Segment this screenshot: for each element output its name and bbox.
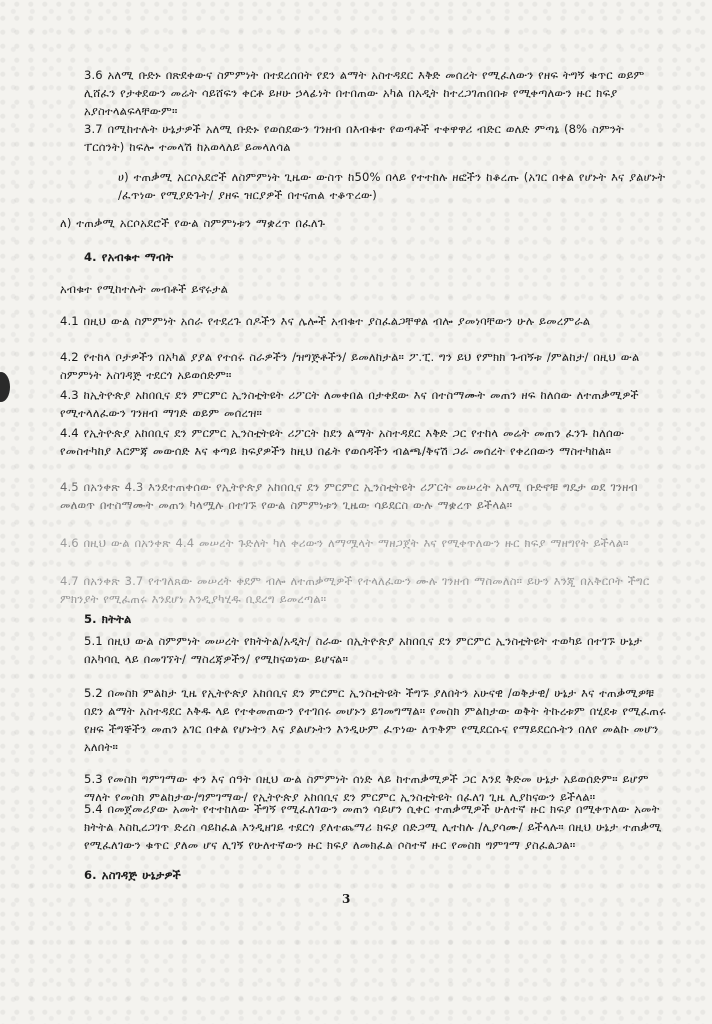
paragraph-5-3: 5.3 የመስክ ግምገማው ቀን እና ሰዓት በዚህ ውል ስምምነት ሰነድ ላይ ከተጠቃሚዎች ጋር እንደ ቅድመ ሁኔታ አይወሰድም። ይሆም ማለት የመስክ ምልከታው/ግምገማው/ የኢትዮጵያ አከበቢና ደን ምርምር ኢንስቲትዩት በፈለገ ጊዜ ሊያከናውን ይችላል። <box>84 772 649 804</box>
paragraph-3-7: 3.7 በሚከተሉት ሁኔታዎች አለሚ ቡድኑ የወሰደውን ገንዘብ በእብቁተ የወጣቶች ተቀዋዋሪ ብድር ወለድ ምጣኔ (8% ስምንት ፐርሰንት) ከፍሎ ተመላሽ ከአወላለይ ይመላለሳል <box>84 122 624 154</box>
paragraph-5-1: 5.1 በዚህ ውል ስምምነት መሠረት የክትትል/አዲት/ ስራው በኢትዮጵያ አከበቢና ደን ምርምር ኢንስቲትዩት ተወካይ በተገኙ ሁኔታ በአካባቢ ላይ በመገኘት/ ማስረጃዎችን/ የሚከናወነው ይሆናል። <box>84 634 643 666</box>
paragraph-4-2: 4.2 የተከላ ቦታዎችን በአካል ያያል የተሰሩ ስራዎችን /ዝግጅቶችን/ ይመለከታል። ፖ.ፒ. ግን ይህ የምክክ ጉብኝቱ /ምልከታ/ በዚህ ውል ስምምነት አስገዳጅ ተደርጎ አይወሰድም። <box>60 350 640 382</box>
paragraph-4-3: 4.3 ከኢትዮጵያ አከበቢና ደን ምርምር ኢንስቲትዩት ሪፖርት ለመቀበል በታቀደው እና በተስማሙት መጠን ዘፍ ከለሰው ለተጠቃሚዎች የሚተላለፈውን ገንዘብ ማገድ ወይም መሰረዝ። <box>60 388 639 420</box>
paragraph-3-7-a: ሀ) ተጠቃሚ አርሶአደሮች ለስምምነት ጊዜው ውስጥ ከ50% በላይ የተተከሉ ዘፎችን ከቆረጡ (አገር በቀል የሆኑት እና ያልሆኑት /ፈጥነው የሚያድጉት/ ያዘፍ ዝርያዎች በተናጠል ተቆጥረው) <box>118 170 666 202</box>
paragraph-4-7: 4.7 በአንቀጽ 3.7 የተገለጸው መሠረት ቀደም ብሎ ለተጠቃሚዎች የተላለፈውን ሙሉ ገንዘብ ማስመለስ። ይሁን እንጂ በአቅርቦት ችግር ምክንያት የሚፈጠሩ እንደሆነ እንዲያካሂዱ ቢደረግ ይመረጣል። <box>60 574 650 606</box>
paragraph-4-5: 4.5 በአንቀጽ 4.3 እንደተጠቀሰው የኢትዮጵያ አከበቢና ደን ምርምር ኢንስቲትዩት ሪፖርት መሠረት አለሚ ቡድኖቹ ግዴታ ወደ ገንዘብ መለወጥ በተስማሙት መጠን ካላሟሉ በተገኙ የውል ስምምነቱን ጊዜው ሳይደርስ ውሉ ማቋረጥ ይችላል። <box>60 480 638 512</box>
section-4-heading: 4. የአብቁተ ማብት <box>84 250 174 264</box>
section-5-heading: 5. ክትትል <box>84 612 132 626</box>
paragraph-4-1: 4.1 በዚህ ውል ስምምነት አሰራ የተደረጉ ሰዶችን እና ሌሎች አብቁተ ያስፈልጋቸዋል ብሎ ያመነባቸውን ሁሉ ይመረምራል <box>60 314 591 328</box>
paragraph-3-7-b: ለ) ተጠቃሚ አርሶአደሮች የውል ስምምነቱን ማቋረጥ በፈለጉ <box>60 216 326 230</box>
section-4-intro: አብቁተ የሚከተሉት መብቶች ይኖሩታል <box>60 282 229 296</box>
paragraph-5-4: 5.4 በመጀመሪያው አመት የተተከለው ችግኝ የሚፈለገውን መጠን ሳይሆን ሲቀር ተጠቃሚዎች ሁለተኛ ዙር ክፍያ በሚቀጥለው አመት ክትትል እስኪረጋገጥ ድረስ ሳይከፈል እንዲዘገይ ተደርጎ ያለተጨማሪ ክፍያ በድጋሚ ሊተከሉ /ሊያሳሙ/ ይችላሉ። በዚህ ሁኔታ ተጠቃሚ የሚፈለገውን ቁጥር ያለመ ሆና ሊገኝ የሁለተኛውን ዙር ክፍያ ለመክፈል ሶስተኛ ዙር የመስክ ግምገማ ያስፈልጋል። <box>84 802 662 852</box>
page-number: 3 <box>342 892 351 906</box>
paragraph-3-6: 3.6 አለሚ ቡድኑ በጽደቀውና ስምምነት በተደረሰበት የደን ልማት አስተዳደር እቅድ መሰረት የሚፈለውን የዘፍ ትግኝ ቁጥር ወይም ሊሸፈን የታቀደውን መሬት ሳይሸፍን ቀርቶ ይዞሁ ኃላፊነት በተበጠው አካል በአዲት ከተረጋገጠበበቱ የሚቀጣለውን ዙር ክፍያ አያስተላልፍላቸውም። <box>84 68 645 118</box>
paragraph-4-4: 4.4 የኢትዮጵያ አከበቢና ደን ምርምር ኢንስቲትዩት ሪፖርት ከደን ልማት አስተዳደር እቅድ ጋር የተከላ መሬት መጠን ፈንጉ ከለሰው የመስተካከያ እርምጃ መውሰድ እና ቀጣይ ክፍያዎችን ከዚህ በፊት የወሰዳችን ብልጫ/ቅናሽ ጋራ መሰረት የቀረበውን ማስተካከል። <box>60 426 625 458</box>
paragraph-5-2: 5.2 በመስክ ምልከታ ጊዜ የኢትዮጵያ አከበቢና ደን ምርምር ኢንስቲትዩት ችግኙ ያለበትን አሁናዊ /ወቅታዊ/ ሁኔታ እና ተጠቃሚዎቹ በደን ልማት አስተዳደር እቅዱ ላይ የተቀመጠውን የተገበሩ መሆኑን ይገመግማል። የመስክ ምልከታው ወቅት ትኩረቱም በሂደቱ የሚፈጠሩ የዘፍ ችግኞችን መጠን አገር በቀል የሆኑትን እና ያልሆኑትን እንዲሁም ፈጥነው ለጥቅም የሚደርሱና የማይደርሱትን በለየ መልኩ መሆን አለበት። <box>84 686 666 754</box>
section-6-heading: 6. አስገዳጅ ሁኔታዎች <box>84 868 181 882</box>
paragraph-4-6: 4.6 በዚህ ውል በአንቀጽ 4.4 መሠረት ጉድለት ካለ ቀሪውን ለማሟላት ማዘጋጀት እና የሚቀጥለውን ዙር ክፍያ ማዘግየት ይችላል። <box>60 536 629 550</box>
